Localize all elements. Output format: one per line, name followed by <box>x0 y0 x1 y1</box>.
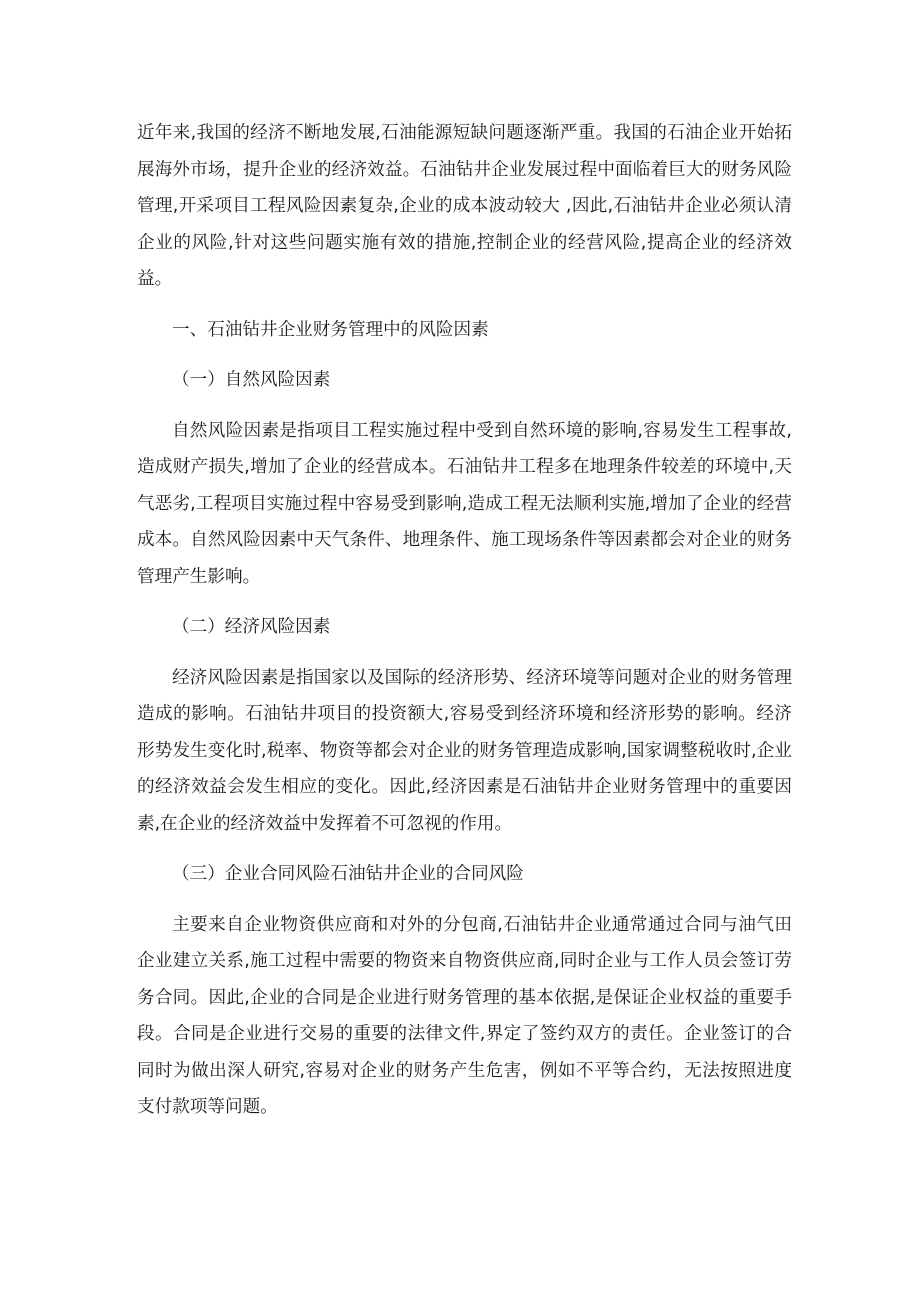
subsection-heading-natural-risk: （一）自然风险因素 <box>172 370 331 390</box>
document-body <box>137 115 792 1140</box>
paragraph-natural-risk: 自然风险因素是指项目工程实施过程中受到自然环境的影响,容易发生工程事故,造成财产损失,增加了企业的经营成本。石油钻井工程多在地理条件较差的环境中,天气恶劣,工程项目实施过程中容易受到影响,造成工程无法顺利实施,增加了企业的经营成本。自然风险因素中天气条件、地理条件、施工现场条件等因素都会对企业的财务管理产生影响。 <box>137 420 792 587</box>
subsection-heading-contract-risk: （三）企业合同风险石油钻井企业的合同风险 <box>172 864 524 884</box>
paragraph-economic-risk: 经济风险因素是指国家以及国际的经济形势、经济环境等问题对企业的财务管理造成的影响。石油钻井项目的投资额大,容易受到经济环境和经济形势的影响。经济形势发生变化时,税率、物资等都会对企业的财务管理造成影响,国家调整税收时,企业的经济效益会发生相应的变化。因此,经济因素是石油钻井企业财务管理中的重要因素,在企业的经济效益中发挥着不可忽视的作用。 <box>137 667 792 834</box>
paragraph-contract-risk: 主要来自企业物资供应商和对外的分包商,石油钻井企业通常通过合同与油气田企业建立关系,施工过程中需要的物资来自物资供应商,同时企业与工作人员会签订劳务合同。因此,企业的合同是企业进行财务管理的基本依据,是保证企业权益的重要手段。合同是企业进行交易的重要的法律文件,界定了签约双方的责任。企业签订的合同时为做出深人研究,容易对企业的财务产生危害，例如不平等合约，无法按照进度支付款项等问题。 <box>137 914 792 1117</box>
subsection-heading-economic-risk: （二）经济风险因素 <box>172 617 331 637</box>
section-heading-1: 一、石油钻井企业财务管理中的风险因素 <box>172 319 489 340</box>
paragraph-intro: 近年来,我国的经济不断地发展,石油能源短缺问题逐渐严重。我国的石油企业开始拓展海外市场，提升企业的经济效益。石油钻井企业发展过程中面临着巨大的财务风险管理,开采项目工程风险因素复杂,企业的成本波动较大 ,因此,石油钻井企业必须认清企业的风险,针对这些问题实施有效的措施,控制企业的经营风险,提高企业的经济效益。 <box>137 123 792 289</box>
